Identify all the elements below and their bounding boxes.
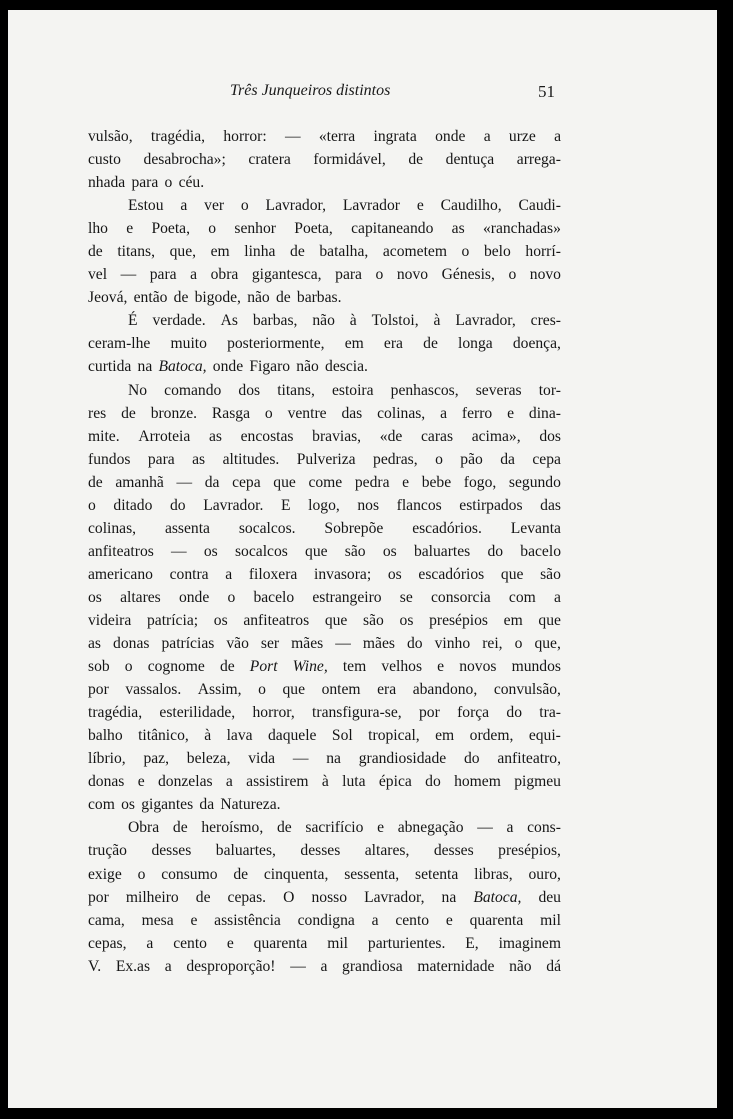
text-line: Estou a ver o Lavrador, Lavrador e Caudilho, Caudi- <box>128 197 561 215</box>
text-line: ceram-lhe muito posteriormente, em era de longa doença, <box>88 335 561 353</box>
text-line: com os gigantes da Natureza. <box>88 796 281 814</box>
page-number: 51 <box>538 82 555 101</box>
book-page <box>8 10 717 1108</box>
text-line: Jeová, então de bigode, não de barbas. <box>88 289 342 307</box>
body-text <box>88 125 561 978</box>
text-line: colinas, assenta socalcos. Sobrepõe escadórios. Levanta <box>88 519 561 537</box>
text-line: mite. Arroteia as encostas bravias, «de caras acima», dos <box>88 427 561 445</box>
text-line: os altares onde o bacelo estrangeiro se consorcia com a <box>88 588 561 606</box>
text-line: cepas, a cento e quarenta mil parturientes. E, imaginem <box>88 934 561 952</box>
text-line: vulsão, tragédia, horror: — «terra ingrata onde a urze a <box>88 128 561 145</box>
text-line: por milheiro de cepas. O nosso Lavrador, na Batoca, deu <box>88 888 561 906</box>
text-line: sob o cognome de Port Wine, tem velhos e novos mundos <box>88 658 561 676</box>
text-line: de titans, que, em linha de batalha, acometem o belo horrí- <box>88 243 561 261</box>
text-line: vel — para a obra gigantesca, para o novo Génesis, o novo <box>88 266 561 284</box>
text-line: trução desses baluartes, desses altares, desses presépios, <box>88 842 561 860</box>
text-line: americano contra a filoxera invasora; os escadórios que são <box>88 565 561 583</box>
text-line: nhada para o céu. <box>88 174 205 192</box>
page-header <box>8 82 717 108</box>
text-line: exige o consumo de cinquenta, sessenta, setenta libras, ouro, <box>88 865 561 883</box>
text-line: por vassalos. Assim, o que ontem era abandono, convulsão, <box>88 681 561 699</box>
running-title: Três Junqueiros distintos <box>230 82 391 99</box>
text-line: de amanhã — da cepa que come pedra e bebe fogo, segundo <box>88 473 561 491</box>
text-line: curtida na Batoca, onde Figaro não descia. <box>88 358 368 376</box>
text-line: Obra de heroísmo, de sacrifício e abnegação — a cons- <box>128 819 561 837</box>
text-line: res de bronze. Rasga o ventre das colinas, a ferro e dina- <box>88 404 561 422</box>
text-line: V. Ex.as a desproporção! — a grandiosa maternidade não dá <box>88 957 561 975</box>
text-line: É verdade. As barbas, não à Tolstoi, à Lavrador, cres- <box>128 312 561 330</box>
text-line: donas e donzelas a assistirem à luta épica do homem pigmeu <box>88 773 561 791</box>
text-line: as donas patrícias vão ser mães — mães do vinho rei, o que, <box>88 635 561 653</box>
text-line: cama, mesa e assistência condigna a cento e quarenta mil <box>88 911 561 929</box>
text-line: custo desabrocha»; cratera formidável, de dentuça arrega- <box>88 151 561 169</box>
text-line: videira patrícia; os anfiteatros que são os presépios em que <box>88 611 561 629</box>
text-line: tragédia, esterilidade, horror, transfigura-se, por força do tra- <box>88 704 561 722</box>
text-line: lho e Poeta, o senhor Poeta, capitaneando as «ranchadas» <box>88 220 561 238</box>
text-line: o ditado do Lavrador. E logo, nos flancos estirpados das <box>88 496 561 514</box>
text-line: balho titânico, à lava daquele Sol tropical, em ordem, equi- <box>88 727 561 745</box>
text-line: anfiteatros — os socalcos que são os baluartes do bacelo <box>88 542 561 560</box>
text-line: fundos para as altitudes. Pulveriza pedras, o pão da cepa <box>88 450 561 468</box>
text-line: No comando dos titans, estoira penhascos, severas tor- <box>128 381 561 399</box>
text-line: líbrio, paz, beleza, vida — na grandiosidade do anfiteatro, <box>88 750 561 768</box>
